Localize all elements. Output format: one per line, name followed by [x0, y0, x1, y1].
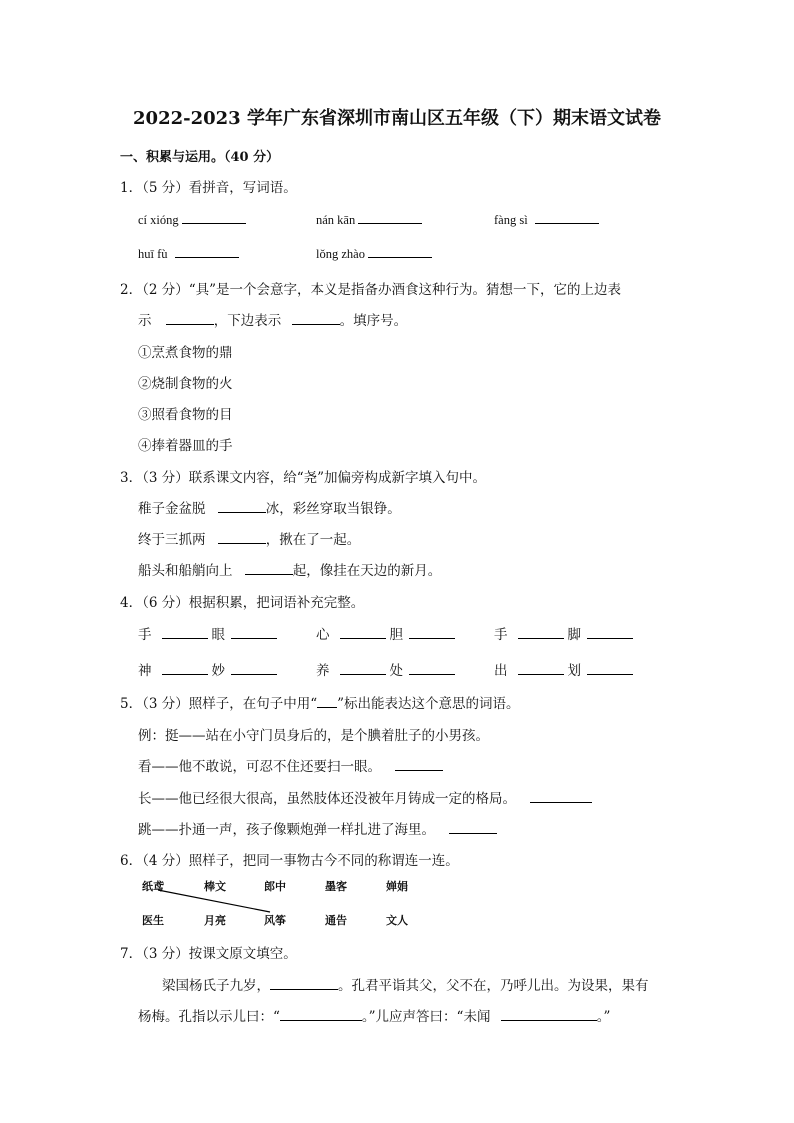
term-top-2[interactable]: 棒文 — [204, 880, 226, 893]
text: 梁国杨氏子九岁， — [162, 978, 270, 994]
idiom-3: 手 脚 — [494, 623, 633, 643]
answer-blank[interactable] — [270, 977, 338, 990]
pinyin-text: lǒng zhào — [316, 247, 365, 261]
page-title: 2022-2023 学年广东省深圳市南山区五年级（下）期末语文试卷 — [133, 108, 661, 129]
option-4: ④捧着器皿的手 — [138, 438, 233, 454]
text: 冰，彩丝穿取当银铮。 — [265, 501, 401, 517]
text: 示 — [138, 313, 152, 329]
text: 。” — [596, 1009, 611, 1025]
example-match-line — [158, 890, 270, 912]
text: 起，像挂在天边的新月。 — [292, 563, 442, 579]
answer-blank[interactable] — [280, 1008, 362, 1021]
idiom-6: 出 划 — [494, 659, 633, 679]
option-2: ②烧制食物的火 — [138, 376, 233, 392]
term-bottom-2[interactable]: 月亮 — [204, 914, 226, 927]
question-5-example: 例：挺——站在小守门员身后的，是个腆着肚子的小男孩。 — [138, 728, 489, 744]
term-bottom-5[interactable]: 文人 — [386, 914, 408, 927]
pinyin-text: huī fù — [138, 247, 168, 261]
question-7-line-2 — [138, 1005, 610, 1025]
pinyin-text: fàng sì — [494, 213, 528, 227]
idiom-5: 养 处 — [316, 659, 455, 679]
question-6-stem: 6．（4 分）照样子，把同一事物古今不同的称谓连一连。 — [120, 853, 459, 869]
term-bottom-3[interactable]: 风筝 — [264, 914, 286, 927]
text: 看——他不敢说，可忍不住还要扫一眼。 — [138, 759, 381, 775]
text: ，揪在了一起。 — [265, 532, 361, 548]
term-bottom-4[interactable]: 通告 — [325, 914, 347, 927]
option-3: ③照看食物的目 — [138, 407, 233, 423]
idiom-1: 手 眼 — [138, 623, 277, 643]
question-2-stem: 2．（2 分）“具”是一个会意字，本义是指备办酒食这种行为。猜想一下，它的上边表 — [120, 282, 622, 298]
idiom-4: 神 妙 — [138, 659, 277, 679]
pinyin-text: cí xióng — [138, 213, 179, 227]
text: 5．（3 分）照样子，在句子中用“ — [120, 696, 318, 712]
section-heading: 一、积累与运用。（40 分） — [120, 150, 280, 165]
text: 终于三抓两 — [138, 532, 206, 548]
text: 。孔君平诣其父，父不在，乃呼儿出。为设果，果有 — [338, 978, 649, 994]
question-3-stem: 3．（3 分）联系课文内容，给“尧”加偏旁构成新字填入句中。 — [120, 470, 487, 486]
term-bottom-1[interactable]: 医生 — [142, 914, 164, 927]
text: 杨梅。孔指以示儿曰：“ — [138, 1009, 280, 1025]
question-4-stem: 4．（6 分）根据积累，把词语补充完整。 — [120, 595, 365, 611]
question-1-stem: 1．（5 分）看拼音，写词语。 — [120, 180, 297, 196]
text: 长——他已经很大很高，虽然肢体还没被年月铸成一定的格局。 — [138, 791, 516, 807]
text: 船头和船艄向上 — [138, 563, 233, 579]
option-1: ①烹煮食物的鼎 — [138, 345, 233, 361]
term-top-3[interactable]: 郎中 — [264, 880, 286, 893]
term-top-4[interactable]: 墨客 — [325, 880, 347, 893]
question-7-stem: 7．（3 分）按课文原文填空。 — [120, 946, 297, 962]
text: 。”儿应声答曰：“未闻 — [361, 1009, 491, 1025]
text: ，下边表示 — [213, 313, 282, 329]
text: 稚子金盆脱 — [138, 501, 206, 517]
pinyin-text: nán kān — [316, 213, 356, 227]
idiom-2: 心 胆 — [316, 623, 455, 643]
question-7-line-1 — [162, 974, 649, 994]
term-top-5[interactable]: 婵娟 — [386, 880, 408, 893]
term-top-1[interactable]: 纸鸢 — [142, 880, 164, 893]
text: ”标出能表达这个意思的词语。 — [337, 696, 520, 712]
text: 。填序号。 — [339, 313, 408, 329]
answer-blank[interactable] — [501, 1008, 597, 1021]
text: 跳——扑通一声，孩子像颗炮弹一样扎进了海里。 — [138, 822, 435, 838]
